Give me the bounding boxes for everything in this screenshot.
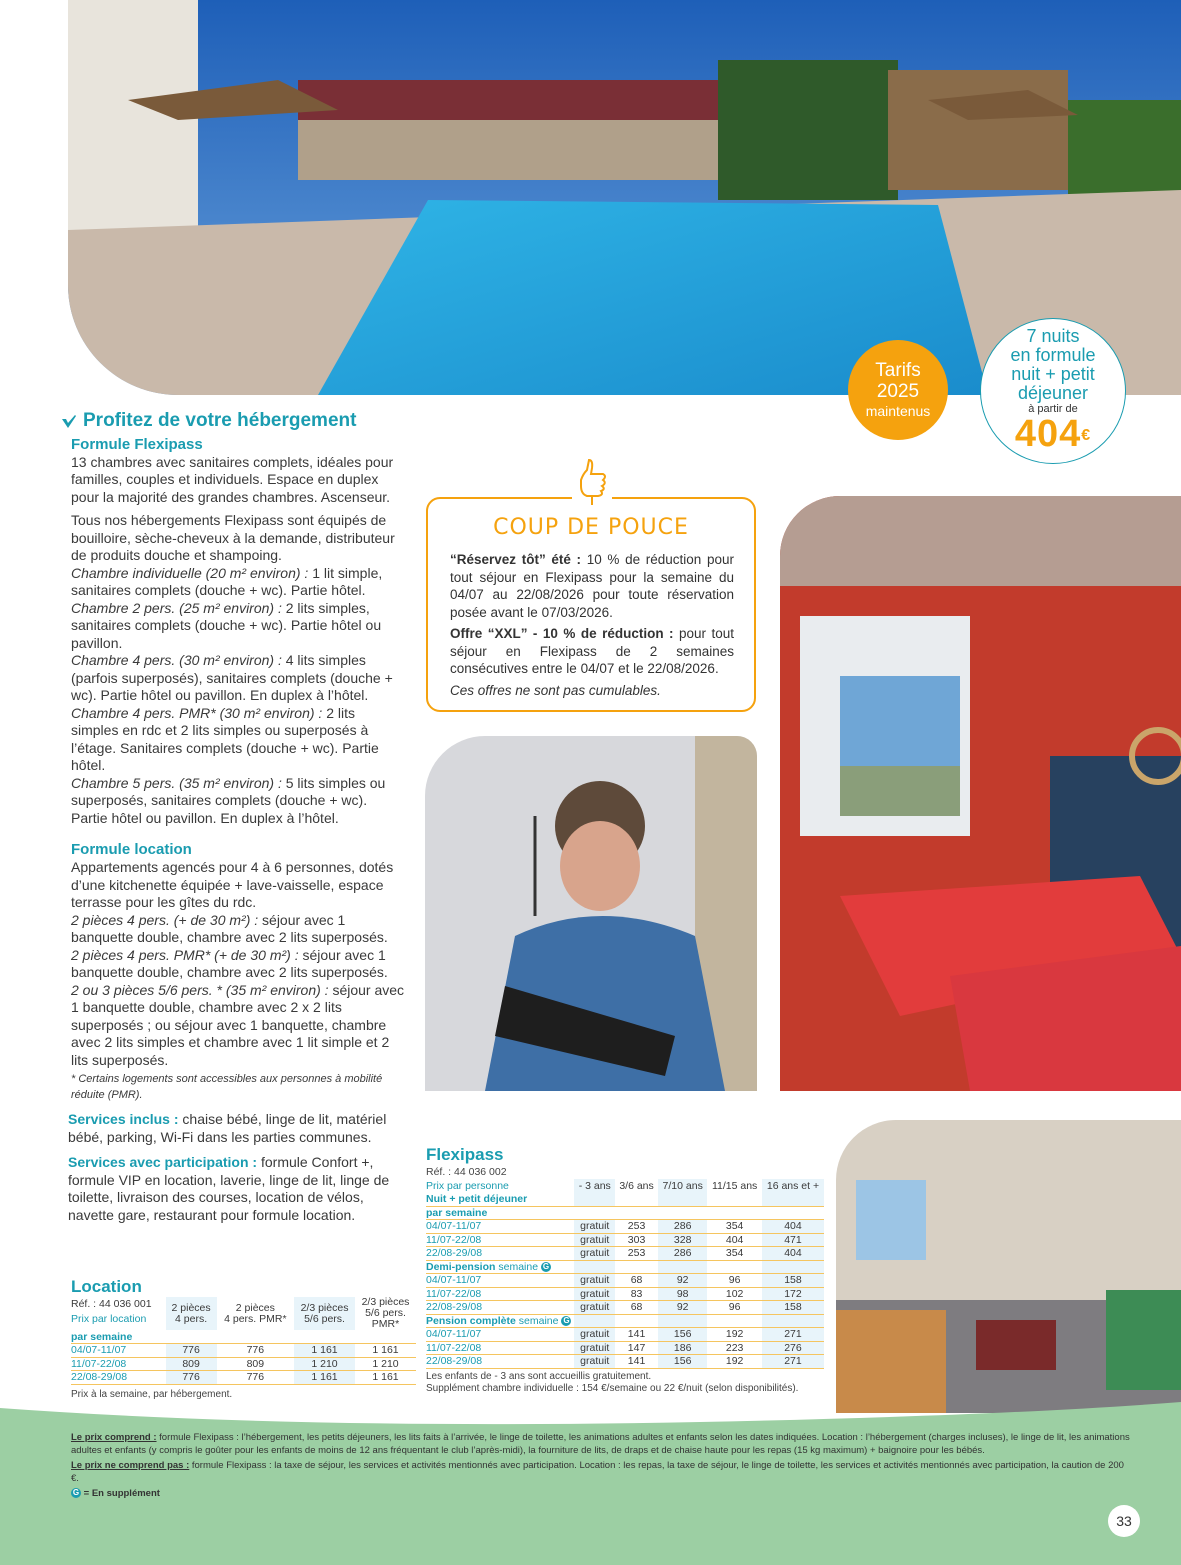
cell: 471 (762, 1233, 824, 1247)
coup-de-pouce-title: COUP DE POUCE (493, 515, 689, 540)
row-dates: 22/08-29/08 (426, 1247, 574, 1261)
unit-item (71, 947, 406, 982)
cell: 286 (658, 1247, 707, 1261)
cell: 1 210 (294, 1357, 355, 1371)
cell: 83 (615, 1287, 658, 1301)
cell: 776 (166, 1344, 217, 1358)
empty-cell (615, 1193, 658, 1207)
cell: 253 (615, 1247, 658, 1261)
supplement-legend-text: = En supplément (83, 1488, 160, 1499)
section-title (61, 412, 406, 430)
empty-cell (615, 1314, 658, 1328)
offer-price-value: 404 (1014, 413, 1082, 455)
cell: 156 (658, 1328, 707, 1342)
cell: 253 (615, 1220, 658, 1234)
section-subtitle: semaine (515, 1314, 559, 1327)
bedroom-photo (780, 496, 1181, 1091)
offer-line4: déjeuner (1017, 383, 1089, 403)
flexipass-table-title: Flexipass (426, 1145, 504, 1164)
tarifs-badge (848, 340, 948, 440)
thumbs-up-icon (572, 458, 612, 508)
section-header (426, 1314, 574, 1328)
empty-cell (658, 1314, 707, 1328)
cell: 271 (762, 1328, 824, 1342)
row-dates: 04/07-11/07 (426, 1274, 574, 1288)
room-item (71, 705, 406, 775)
unit-desc: séjour avec 1 banquette double, chambre avec 2 x 2 lits superposés ; ou séjour avec 1 banquette, chambre avec 2 lits simples et chambre avec 1 lit simple et 2 lits superposés. (71, 981, 405, 1068)
cell: 776 (217, 1344, 294, 1358)
table-row (426, 1287, 824, 1301)
cell: 186 (658, 1341, 707, 1355)
tarifs-badge-line1: Tarifs (875, 360, 921, 381)
cell: 98 (658, 1287, 707, 1301)
cell: 776 (166, 1371, 217, 1385)
services-extra (68, 1154, 406, 1224)
cell: gratuit (574, 1220, 615, 1234)
cell: gratuit (574, 1301, 615, 1315)
cell: 141 (615, 1355, 658, 1369)
empty-cell (707, 1260, 762, 1274)
room-item (71, 565, 406, 600)
section-title: Nuit + petit déjeuner (426, 1193, 528, 1205)
col-header: 11/15 ans (711, 1179, 758, 1192)
room-name: Chambre 2 pers. (25 m² environ) : (71, 599, 282, 616)
cell: 192 (707, 1355, 762, 1369)
empty-cell (658, 1260, 707, 1274)
offer-early-booking (450, 551, 734, 621)
cell: 1 161 (355, 1371, 416, 1385)
col-header: 2 pièces 4 pers. (166, 1297, 217, 1330)
cell: 92 (658, 1274, 707, 1288)
empty-cell (574, 1193, 615, 1207)
price-offer-badge (980, 318, 1126, 464)
price-excludes-label: Le prix ne comprend pas : (71, 1460, 190, 1471)
cell: gratuit (574, 1247, 615, 1261)
row-dates: 11/07-22/08 (71, 1357, 166, 1371)
row-dates: 04/07-11/07 (426, 1220, 574, 1234)
flexipass-price-label: Prix par personne (426, 1179, 509, 1192)
tarifs-badge-line2: 2025 (876, 381, 920, 402)
empty-cell (762, 1314, 824, 1328)
room-item (71, 652, 406, 705)
cell: gratuit (574, 1274, 615, 1288)
cell: 776 (217, 1371, 294, 1385)
offer-price (981, 415, 1125, 453)
section-title-text: Profitez de votre hébergement (83, 410, 357, 431)
cell: gratuit (574, 1328, 615, 1342)
unit-name: 2 pièces 4 pers. (+ de 30 m²) : (71, 911, 259, 928)
tarifs-badge-line3: maintenus (865, 403, 931, 419)
cell: 1 161 (294, 1344, 355, 1358)
flexipass-note-1: Les enfants de - 3 ans sont accueillis gratuitement. (426, 1370, 652, 1382)
room-item (71, 600, 406, 653)
col-header: 3/6 ans (619, 1179, 654, 1192)
flexipass-note-2: Supplément chambre individuelle : 154 €/semaine ou 22 €/nuit (selon disponibilités). (426, 1382, 799, 1394)
location-intro: Appartements agencés pour 4 à 6 personnes, dotés d’une kitchenette équipée + lave-vaisselle, espace terrasse pour les gîtes du rdc. (71, 859, 394, 910)
offer-note: Ces offres ne sont pas cumulables. (450, 682, 661, 698)
cell: 809 (166, 1357, 217, 1371)
coup-de-pouce-box (426, 497, 756, 712)
cell: 271 (762, 1355, 824, 1369)
cell: 158 (762, 1274, 824, 1288)
row-dates: 22/08-29/08 (426, 1301, 574, 1315)
cell: 354 (707, 1247, 762, 1261)
cell: 147 (615, 1341, 658, 1355)
table-row (426, 1220, 824, 1234)
offer-from: à partir de (1028, 403, 1078, 415)
room-desc: 1 lit simple, sanitaires complets (douche + wc). Partie hôtel. (71, 564, 383, 598)
cell: 328 (658, 1233, 707, 1247)
services-extra-label: Services avec participation : (68, 1154, 258, 1170)
kitchenette-photo (836, 1120, 1181, 1413)
room-desc: 5 lits simples ou superposés, sanitaires complets (douche + wc). Partie hôtel ou pavillon. En duplex à l’hôtel. (71, 774, 386, 826)
room-list (71, 565, 406, 828)
location-table-title: Location (71, 1277, 142, 1296)
room-desc: 4 lits simples (parfois superposés), sanitaires complets (douche + wc). Partie hôtel ou pavillon. En duplex à l’hôtel. (71, 652, 393, 703)
room-name: Chambre individuelle (20 m² environ) : (71, 564, 309, 581)
empty-cell (574, 1260, 615, 1274)
row-dates: 11/07-22/08 (426, 1233, 574, 1247)
offer-price-currency: € (1081, 427, 1092, 444)
flexipass-title: Formule Flexipass (71, 435, 203, 453)
flexipass-ref: Réf. : 44 036 002 (426, 1166, 507, 1178)
col-header: - 3 ans (574, 1179, 615, 1193)
cell: 68 (615, 1301, 658, 1315)
cell: 96 (707, 1301, 762, 1315)
table-row (426, 1233, 824, 1247)
cell: 404 (762, 1247, 824, 1261)
empty-cell (615, 1260, 658, 1274)
price-includes-label: Le prix comprend : (71, 1432, 157, 1443)
table-row (71, 1357, 416, 1371)
room-name: Chambre 4 pers. (30 m² environ) : (71, 652, 282, 668)
supplement-icon: G (542, 1261, 550, 1271)
col-header: 2 pièces 4 pers. PMR* (224, 1301, 287, 1325)
section-title: Demi-pension (426, 1260, 496, 1273)
offer-early-label: “Réservez tôt” été : (450, 552, 582, 567)
flexipass-equipment: Tous nos hébergements Flexipass sont équipés de bouilloire, sèche-cheveux à la demande, distributeur de produits douche et shampoing. (71, 512, 395, 563)
cell: 276 (762, 1341, 824, 1355)
page-number: 33 (1108, 1505, 1140, 1537)
cell: gratuit (574, 1341, 615, 1355)
cell: 1 161 (355, 1344, 416, 1358)
empty-cell (762, 1260, 824, 1274)
offer-early-text: 10 % de réduction pour tout séjour en Flexipass pour la semaine du 04/07 au 22/08/2026 pour toute réservation posée avant le 07/03/2026. (450, 552, 734, 620)
cell: 156 (658, 1355, 707, 1369)
offer-xxl-label: Offre “XXL” - 10 % de réduction : (450, 626, 674, 641)
flexipass-price-table (426, 1145, 824, 1395)
location-title: Formule location (71, 841, 192, 858)
period-label: par semaine (71, 1330, 416, 1344)
offer-xxl (450, 625, 734, 678)
price-includes-text: formule Flexipass : l’hébergement, les petits déjeuners, les lits faits à l’arrivée, le linge de toilette, les animations adultes et enfants selon les dates indiquées. Location : l’hébergement (charges incluses), le linge de lit, les animations adultes et enfants (y compris le goûter pour les enfants de moins de 12 ans fréquentant le club l’après-midi), la fourniture de lits, de draps et de chaise haute pour les repas (15 kg maximum) + baignoire pour les bébés. (71, 1432, 1130, 1456)
cell: 158 (762, 1301, 824, 1315)
section-header (426, 1193, 574, 1207)
col-header: 2/3 pièces 5/6 pers. PMR* (361, 1296, 410, 1330)
unit-list (71, 912, 406, 1070)
unit-desc: séjour avec 1 banquette double, chambre avec 2 lits superposés. (71, 946, 388, 980)
unit-name: 2 ou 3 pièces 5/6 pers. * (35 m² environ) : (71, 981, 329, 998)
supplement-icon: G (72, 1488, 80, 1498)
cell: 141 (615, 1328, 658, 1342)
empty-cell (707, 1314, 762, 1328)
section-subtitle: semaine (495, 1260, 539, 1273)
row-dates: 22/08-29/08 (426, 1355, 574, 1369)
row-dates: 11/07-22/08 (426, 1341, 574, 1355)
accommodation-section (68, 410, 406, 1224)
price-excludes-text: formule Flexipass : la taxe de séjour, les services et activités mentionnés avec participation. Location : les repas, la taxe de séjour, le linge de toilette, les services et activités mentionnés avec participation, la caution de 200 €. (71, 1460, 1124, 1484)
services-included (68, 1111, 406, 1146)
services-included-label: Services inclus : (68, 1111, 179, 1127)
cell: 223 (707, 1341, 762, 1355)
checkmark-icon (61, 413, 77, 429)
cell: 354 (707, 1220, 762, 1234)
price-includes (71, 1432, 1131, 1457)
table-row (426, 1328, 824, 1342)
table-row (71, 1344, 416, 1358)
cell: 96 (707, 1274, 762, 1288)
cell: 1 161 (294, 1371, 355, 1385)
guitarist-photo (425, 736, 757, 1091)
cell: 303 (615, 1233, 658, 1247)
cell: 404 (762, 1220, 824, 1234)
cell: gratuit (574, 1355, 615, 1369)
legal-text (71, 1432, 1131, 1504)
unit-item (71, 912, 406, 947)
services-included-text: chaise bébé, linge de lit, matériel bébé, parking, Wi-Fi dans les parties communes. (68, 1111, 387, 1145)
cell: 92 (658, 1301, 707, 1315)
cell: 809 (217, 1357, 294, 1371)
cell: 192 (707, 1328, 762, 1342)
section-header-row (426, 1314, 824, 1328)
price-excludes (71, 1460, 1131, 1485)
table-row (426, 1274, 824, 1288)
cell: gratuit (574, 1287, 615, 1301)
empty-cell (574, 1314, 615, 1328)
row-dates: 04/07-11/07 (71, 1344, 166, 1358)
col-header: 7/10 ans (658, 1179, 707, 1193)
supplement-icon: G (563, 1315, 570, 1325)
flexipass-intro: 13 chambres avec sanitaires complets, idéales pour familles, couples et individuels. Espace en duplex pour la majorité des grandes chambres. Ascenseur. (71, 453, 394, 505)
empty-cell (658, 1193, 707, 1207)
location-ref-cell (71, 1297, 166, 1330)
table-row (71, 1371, 416, 1385)
room-desc: 2 lits simples en rdc et 2 lits simples ou superposés à l’étage. Sanitaires complets (douche + wc). Partie hôtel. (71, 704, 379, 773)
cell: 286 (658, 1220, 707, 1234)
empty-cell (762, 1193, 824, 1207)
cell: 172 (762, 1287, 824, 1301)
location-table-note: Prix à la semaine, par hébergement. (71, 1388, 233, 1400)
row-dates: 22/08-29/08 (71, 1371, 166, 1385)
room-item (71, 775, 406, 828)
offer-line2: en formule (1010, 345, 1096, 365)
section-title: Pension complète (426, 1314, 516, 1327)
room-desc: 2 lits simples, sanitaires complets (douche + wc). Partie hôtel ou pavillon. (71, 599, 382, 651)
unit-name: 2 pièces 4 pers. PMR* (+ de 30 m²) : (71, 946, 299, 963)
offer-line1: 7 nuits (1026, 326, 1080, 346)
location-price-table (71, 1277, 416, 1401)
section-header-row (426, 1260, 824, 1274)
room-name: Chambre 4 pers. PMR* (30 m² environ) : (71, 704, 323, 721)
section-subtitle-row (426, 1206, 824, 1220)
col-header: 16 ans et + (762, 1179, 824, 1193)
offer-line3: nuit + petit (1011, 364, 1095, 384)
col-header: 2/3 pièces 5/6 pers. (294, 1297, 355, 1330)
section-header (426, 1260, 574, 1274)
cell: 1 210 (355, 1357, 416, 1371)
empty-cell (707, 1193, 762, 1207)
cell: 404 (707, 1233, 762, 1247)
pmr-footnote: * Certains logements sont accessibles aux personnes à mobilité réduite (PMR). (71, 1073, 383, 1101)
unit-item (71, 982, 406, 1070)
cell: gratuit (574, 1233, 615, 1247)
table-row (426, 1247, 824, 1261)
room-name: Chambre 5 pers. (35 m² environ) : (71, 774, 282, 791)
section-header-row (426, 1193, 824, 1207)
cell: 68 (615, 1274, 658, 1288)
table-row (426, 1301, 824, 1315)
offer-xxl-text: pour tout séjour en Flexipass de 2 semaines consécutives entre le 04/07 et le 22/08/2026. (450, 626, 734, 676)
location-price-label: Prix par location (71, 1313, 147, 1325)
supplement-legend (71, 1488, 1131, 1501)
section-subtitle: par semaine (426, 1206, 824, 1220)
location-ref: Réf. : 44 036 001 (71, 1298, 152, 1310)
table-row (426, 1341, 824, 1355)
row-dates: 04/07-11/07 (426, 1328, 574, 1342)
cell: 102 (707, 1287, 762, 1301)
row-dates: 11/07-22/08 (426, 1287, 574, 1301)
services-extra-text: formule Confort +, formule VIP en location, laverie, linge de lit, linge de toilette, livraison des courses, location de vélos, navette gare, restaurant pour formule location. (68, 1154, 390, 1223)
table-row (426, 1355, 824, 1369)
unit-desc: séjour avec 1 banquette double, chambre avec 2 lits superposés. (71, 911, 388, 945)
